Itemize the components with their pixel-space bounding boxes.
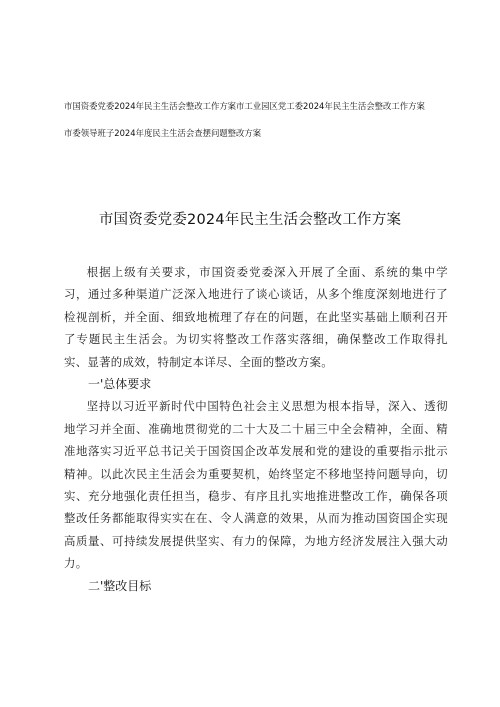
document-body bbox=[64, 261, 448, 597]
section-paragraph: 坚持以习近平新时代中国特色社会主义思想为根本指导，深入、透彻地学习并全面、准确地贯彻党的二十大及二十届三中全会精神，全面、精准地落实习近平总书记关于国资国企改革发展和党的建设的重要指示批示精神。以此次民主生活会为重要契机，始终坚定不移地坚持问题导向，切实、充分地强化责任担当，稳步、有序且扎实地推进整改工作，确保各项整改任务都能取得实实在在、令人满意的效果，从而为推动国资国企实现高质量、可持续发展提供坚实、有力的保障，为地方经济发展注入强大动力。 bbox=[64, 399, 448, 571]
related-document-link[interactable]: 市国资委党委2024年民主生活会整改工作方案市工业园区党工委2024年民主生活会整改工作方案 bbox=[64, 101, 425, 111]
related-documents-list bbox=[64, 100, 448, 140]
document-title: 市国资委党委2024年民主生活会整改工作方案 bbox=[98, 212, 402, 228]
related-document-link[interactable]: 市委领导班子2024年度民主生活会查摆问题整改方案 bbox=[64, 128, 262, 138]
section-heading-rectification-goals: 二'整改目标 bbox=[88, 578, 152, 593]
intro-paragraph: 根据上级有关要求，市国资委党委深入开展了全面、系统的集中学习，通过多种渠道广泛深入地进行了谈心谈话，从多个维度深刻地进行了检视剖析，并全面、细致地梳理了存在的问题，在此坚实基础上顺利召开了专题民主生活会。为切实将整改工作落实落细，确保整改工作取得扎实、显著的成效，特制定本详尽、全面的整改方案。 bbox=[64, 265, 448, 369]
section-heading-general-requirements: 一'总体要求 bbox=[88, 377, 152, 392]
